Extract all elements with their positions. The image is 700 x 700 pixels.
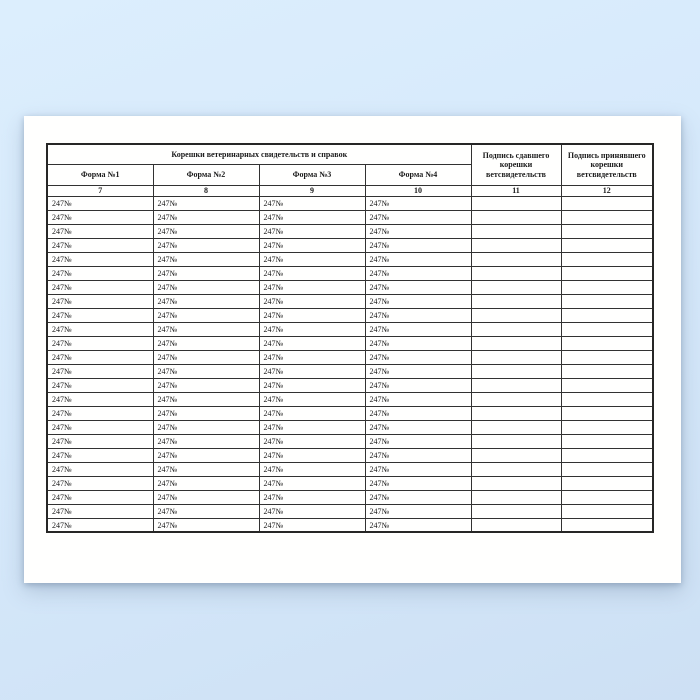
stub-cell: 247№	[47, 252, 153, 266]
table-row	[47, 406, 653, 420]
stub-cell: 247№	[259, 196, 365, 210]
stub-cell: 247№	[365, 476, 471, 490]
stub-cell: 247№	[153, 518, 259, 532]
stub-cell: 247№	[47, 392, 153, 406]
stub-cell: 247№	[47, 350, 153, 364]
stub-cell: 247№	[47, 476, 153, 490]
header-line: Подпись принявшего	[567, 150, 646, 160]
column-number: 7	[47, 185, 153, 196]
stub-cell: 247№	[153, 308, 259, 322]
stub-cell: 247№	[365, 448, 471, 462]
stub-cell: 247№	[153, 392, 259, 406]
document-page	[24, 116, 681, 583]
stub-cell: 247№	[259, 504, 365, 518]
stub-cell: 247№	[47, 462, 153, 476]
signature-cell	[561, 210, 653, 224]
stub-cell: 247№	[153, 448, 259, 462]
form-column-header-1: Форма №1	[47, 164, 153, 185]
table-row	[47, 280, 653, 294]
stub-cell: 247№	[47, 294, 153, 308]
stub-cell: 247№	[47, 210, 153, 224]
signature-cell	[561, 196, 653, 210]
signature-cell	[471, 210, 561, 224]
signature-cell	[561, 378, 653, 392]
signature-cell	[561, 504, 653, 518]
signature-cell	[561, 350, 653, 364]
signature-column-header-given	[471, 144, 561, 185]
signature-cell	[561, 280, 653, 294]
stub-cell: 247№	[259, 210, 365, 224]
stub-cell: 247№	[259, 378, 365, 392]
stub-cell: 247№	[47, 490, 153, 504]
signature-cell	[561, 406, 653, 420]
stub-cell: 247№	[365, 420, 471, 434]
header-line: корешки	[499, 160, 533, 169]
stub-cell: 247№	[153, 378, 259, 392]
stub-cell: 247№	[153, 238, 259, 252]
signature-cell	[471, 434, 561, 448]
stub-cell: 247№	[365, 518, 471, 532]
signature-cell	[561, 420, 653, 434]
stub-cell: 247№	[259, 266, 365, 280]
column-number: 11	[471, 185, 561, 196]
stub-cell: 247№	[365, 364, 471, 378]
stub-cell: 247№	[259, 434, 365, 448]
stub-cell: 247№	[153, 224, 259, 238]
signature-cell	[471, 224, 561, 238]
stub-cell: 247№	[153, 280, 259, 294]
form-column-header-3: Форма №3	[259, 164, 365, 185]
table-row	[47, 490, 653, 504]
signature-cell	[471, 462, 561, 476]
table-row	[47, 350, 653, 364]
stub-rows	[47, 196, 653, 532]
form-column-header-2: Форма №2	[153, 164, 259, 185]
signature-cell	[471, 392, 561, 406]
signature-cell	[471, 294, 561, 308]
stub-cell: 247№	[365, 308, 471, 322]
group-header-cell: Корешки ветеринарных свидетельств и справок	[47, 144, 471, 164]
signature-cell	[561, 238, 653, 252]
stub-cell: 247№	[153, 504, 259, 518]
table-row	[47, 224, 653, 238]
signature-cell	[561, 392, 653, 406]
stub-cell: 247№	[47, 420, 153, 434]
signature-cell	[561, 294, 653, 308]
stub-cell: 247№	[153, 434, 259, 448]
signature-cell	[471, 196, 561, 210]
stub-cell: 247№	[259, 224, 365, 238]
stub-cell: 247№	[365, 238, 471, 252]
stub-cell: 247№	[365, 504, 471, 518]
stub-cell: 247№	[47, 378, 153, 392]
stub-cell: 247№	[259, 518, 365, 532]
stub-cell: 247№	[365, 280, 471, 294]
stub-cell: 247№	[47, 308, 153, 322]
table-row	[47, 462, 653, 476]
stub-cell: 247№	[259, 392, 365, 406]
stub-cell: 247№	[47, 280, 153, 294]
table-row	[47, 336, 653, 350]
signature-cell	[561, 364, 653, 378]
stub-cell: 247№	[153, 196, 259, 210]
table-row	[47, 308, 653, 322]
table-row	[47, 266, 653, 280]
table-row	[47, 238, 653, 252]
stub-cell: 247№	[259, 294, 365, 308]
stub-cell: 247№	[47, 504, 153, 518]
stub-cell: 247№	[153, 266, 259, 280]
signature-cell	[561, 476, 653, 490]
table-row	[47, 392, 653, 406]
table-row	[47, 420, 653, 434]
stub-cell: 247№	[365, 406, 471, 420]
signature-cell	[561, 322, 653, 336]
stub-cell: 247№	[47, 434, 153, 448]
signature-cell	[471, 378, 561, 392]
signature-cell	[471, 238, 561, 252]
table-row	[47, 294, 653, 308]
signature-cell	[471, 518, 561, 532]
stub-cell: 247№	[153, 476, 259, 490]
stub-cell: 247№	[153, 490, 259, 504]
signature-cell	[471, 490, 561, 504]
stub-cell: 247№	[153, 322, 259, 336]
table-row	[47, 378, 653, 392]
signature-cell	[471, 448, 561, 462]
signature-cell	[471, 322, 561, 336]
stub-cell: 247№	[259, 490, 365, 504]
column-number-row	[47, 185, 653, 196]
stub-cell: 247№	[365, 392, 471, 406]
stub-cell: 247№	[259, 238, 365, 252]
stub-cell: 247№	[153, 336, 259, 350]
column-number: 12	[561, 185, 653, 196]
column-number: 8	[153, 185, 259, 196]
stub-cell: 247№	[259, 252, 365, 266]
header-line: ветсвидетельств	[486, 169, 546, 179]
signature-cell	[561, 448, 653, 462]
signature-cell	[471, 364, 561, 378]
column-number: 9	[259, 185, 365, 196]
stub-cell: 247№	[259, 420, 365, 434]
stub-cell: 247№	[365, 462, 471, 476]
stub-cell: 247№	[259, 322, 365, 336]
stub-cell: 247№	[365, 378, 471, 392]
column-number: 10	[365, 185, 471, 196]
stub-cell: 247№	[259, 280, 365, 294]
table-row	[47, 476, 653, 490]
signature-cell	[471, 280, 561, 294]
stub-cell: 247№	[47, 266, 153, 280]
stub-cell: 247№	[153, 350, 259, 364]
stub-cell: 247№	[259, 406, 365, 420]
stub-cell: 247№	[47, 196, 153, 210]
stub-cell: 247№	[365, 350, 471, 364]
stub-cell: 247№	[153, 420, 259, 434]
table-group-header-row	[47, 144, 653, 164]
table-row	[47, 252, 653, 266]
stub-cell: 247№	[259, 350, 365, 364]
stub-cell: 247№	[47, 238, 153, 252]
table-row	[47, 448, 653, 462]
table-row	[47, 434, 653, 448]
header-line: ветсвидетельств	[576, 169, 637, 179]
stub-cell: 247№	[153, 210, 259, 224]
stub-cell: 247№	[365, 196, 471, 210]
stub-cell: 247№	[153, 252, 259, 266]
stub-cell: 247№	[365, 266, 471, 280]
header-line: корешки	[590, 160, 623, 169]
signature-cell	[561, 434, 653, 448]
stub-cell: 247№	[259, 448, 365, 462]
signature-cell	[471, 308, 561, 322]
stub-cell: 247№	[47, 336, 153, 350]
signature-cell	[471, 266, 561, 280]
stub-cell: 247№	[153, 462, 259, 476]
stub-cell: 247№	[47, 322, 153, 336]
table-row	[47, 504, 653, 518]
table-row	[47, 364, 653, 378]
stub-cell: 247№	[153, 406, 259, 420]
signature-cell	[561, 252, 653, 266]
stub-cell: 247№	[47, 406, 153, 420]
signature-cell	[471, 476, 561, 490]
stub-cell: 247№	[365, 434, 471, 448]
stub-cell: 247№	[259, 476, 365, 490]
table-row	[47, 322, 653, 336]
signature-cell	[471, 336, 561, 350]
stub-cell: 247№	[365, 210, 471, 224]
stub-cell: 247№	[365, 252, 471, 266]
stub-cell: 247№	[259, 364, 365, 378]
stub-cell: 247№	[259, 462, 365, 476]
header-line: Подпись сдавшего	[482, 150, 550, 160]
signature-cell	[561, 518, 653, 532]
stub-cell: 247№	[47, 448, 153, 462]
signature-cell	[561, 462, 653, 476]
stub-cell: 247№	[47, 224, 153, 238]
stub-cell: 247№	[47, 518, 153, 532]
signature-column-header-received	[561, 144, 653, 185]
signature-cell	[471, 504, 561, 518]
stub-cell: 247№	[259, 308, 365, 322]
table-row	[47, 196, 653, 210]
signature-cell	[561, 308, 653, 322]
stub-cell: 247№	[365, 490, 471, 504]
stub-cell: 247№	[365, 294, 471, 308]
signature-cell	[561, 336, 653, 350]
signature-cell	[561, 224, 653, 238]
form-column-header-4: Форма №4	[365, 164, 471, 185]
vet-stub-register-table	[46, 143, 654, 533]
stub-cell: 247№	[153, 364, 259, 378]
signature-cell	[471, 406, 561, 420]
stub-cell: 247№	[365, 322, 471, 336]
signature-cell	[471, 350, 561, 364]
signature-cell	[471, 420, 561, 434]
table-row	[47, 210, 653, 224]
stub-cell: 247№	[153, 294, 259, 308]
stub-cell: 247№	[259, 336, 365, 350]
stub-cell: 247№	[47, 364, 153, 378]
stub-cell: 247№	[365, 224, 471, 238]
stub-cell: 247№	[365, 336, 471, 350]
signature-cell	[471, 252, 561, 266]
signature-cell	[561, 490, 653, 504]
table-row	[47, 518, 653, 532]
signature-cell	[561, 266, 653, 280]
